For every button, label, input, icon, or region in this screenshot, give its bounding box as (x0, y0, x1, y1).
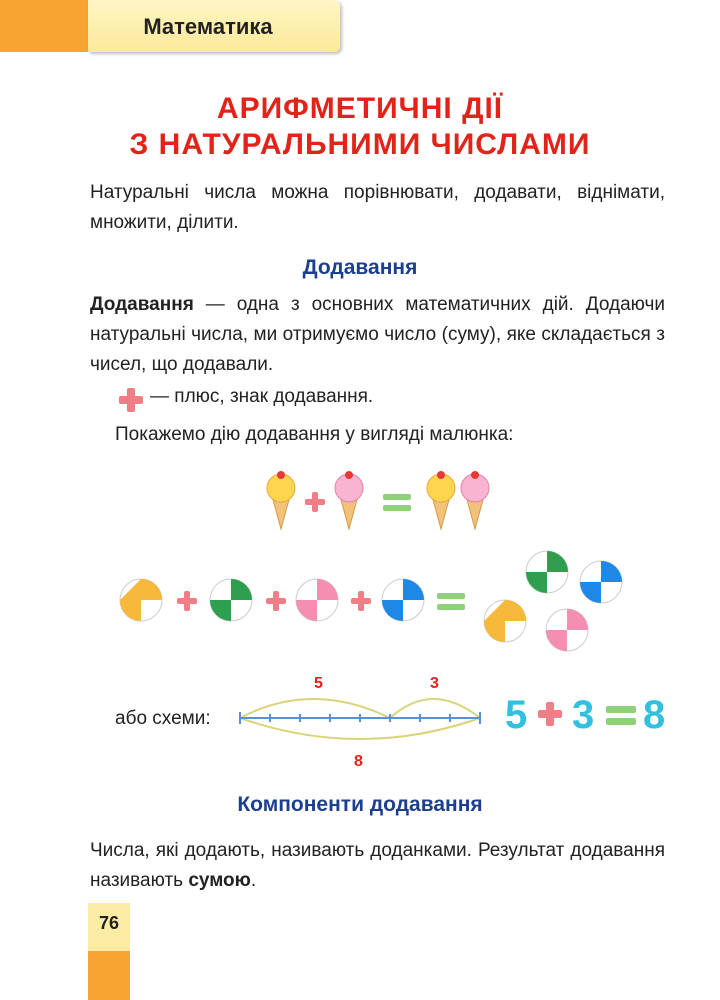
green-ball-icon (210, 579, 252, 621)
ice-cream-icon (267, 471, 295, 529)
equation-result: 8 (643, 693, 666, 737)
blue-ball-icon (382, 579, 424, 621)
equals-icon (383, 494, 411, 511)
balls-equation (115, 548, 635, 660)
section-heading-addition: Додавання (302, 256, 418, 279)
equals-icon (437, 593, 465, 610)
plus-sign-description: — плюс, знак додавання. (150, 386, 374, 407)
pink-ball-icon (546, 609, 588, 651)
definition-term: Додавання (90, 294, 194, 315)
ice-cream-pink-icon (461, 471, 489, 529)
scheme-label-3: 3 (430, 675, 439, 692)
page-number-orange-block (88, 951, 130, 1000)
ice-cream-pink-icon (335, 471, 363, 529)
yellow-ball-icon (120, 579, 162, 621)
subject-label: Математика (143, 14, 273, 39)
header-orange-block (0, 0, 88, 52)
plus-icon (351, 591, 371, 611)
blue-ball-icon (580, 561, 622, 603)
plus-icon (536, 700, 564, 728)
picture-intro-text: Покажемо дію додавання у вигляді малюнка: (115, 424, 514, 445)
page-number: 76 (98, 913, 120, 933)
components-text: Числа, які додають, називають доданками. Результат додавання називають (90, 840, 665, 891)
yellow-ball-icon (484, 600, 526, 642)
section-heading-components: Компоненти додавання (237, 793, 483, 816)
plus-icon (266, 591, 286, 611)
definition-paragraph (90, 290, 665, 380)
definition-text: — одна з основних математичних дій. Додаючи натуральні числа, ми отримуємо число (суму), яке складається з чисел, що додавали. (90, 294, 665, 375)
pink-ball-icon (296, 579, 338, 621)
scheme-label-5: 5 (314, 675, 323, 692)
plus-icon (117, 386, 145, 414)
intro-paragraph: Натуральні числа можна порівнювати, додавати, віднімати, множити, ділити. (90, 182, 665, 233)
scheme-label: або схеми: (115, 708, 211, 729)
number-line-scheme (232, 668, 492, 774)
scheme-label-8: 8 (354, 753, 363, 770)
page-title-line2: З НАТУРАЛЬНИМИ ЧИСЛАМИ (129, 128, 591, 161)
components-paragraph (90, 836, 665, 896)
plus-icon (305, 492, 325, 512)
ice-cream-equation (255, 466, 505, 536)
equation-term-a: 5 (505, 693, 528, 737)
equals-icon (604, 704, 638, 728)
sum-term: сумою (188, 870, 251, 891)
plus-icon (177, 591, 197, 611)
equation-term-b: 3 (572, 693, 595, 737)
ice-cream-icon (427, 471, 455, 529)
components-end: . (250, 870, 257, 891)
page-title-line1: АРИФМЕТИЧНІ ДІЇ (216, 92, 504, 125)
green-ball-icon (526, 551, 568, 593)
